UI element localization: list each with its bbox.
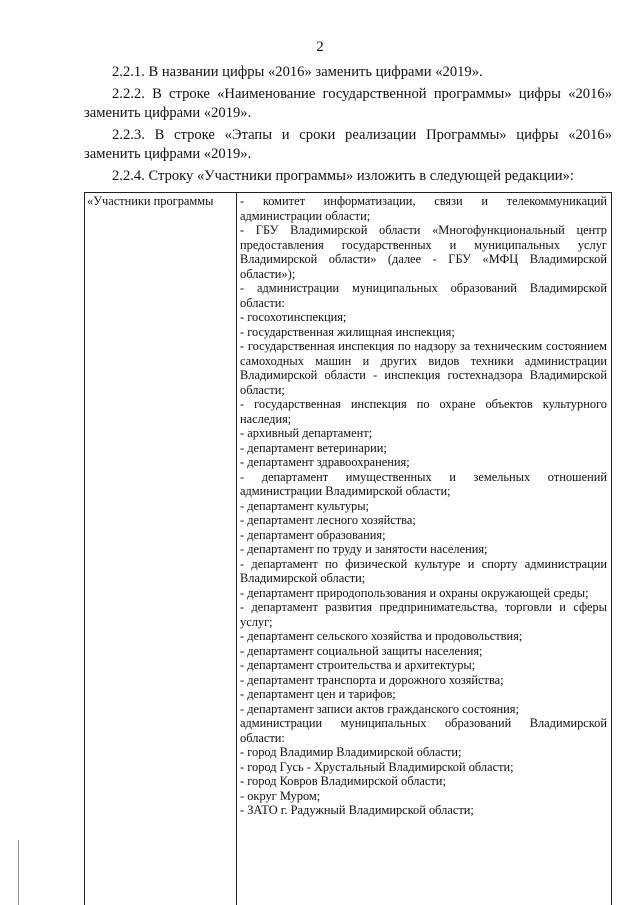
list-item: - департамент имущественных и земельных отношений администрации Владимирской области; [240,469,607,498]
paragraph-2-2-3: 2.2.3. В строке «Этапы и сроки реализации Программы» цифры «2016» заменить цифрами «2019». [84,127,612,162]
list-item: - департамент транспорта и дорожного хозяйства; [240,672,504,687]
table-content-cell [237,193,611,905]
list-item: - департамент строительства и архитектуры; [240,658,476,672]
list-item: - департамент ветеринарии; [240,440,387,455]
list-item: - департамент образования; [240,527,386,542]
scan-edge-line [18,840,19,905]
list-item: - город Гусь - Хрустальный Владимирской области; [240,759,514,774]
list-item: - город Ковров Владимирской области; [240,774,446,788]
list-item: - департамент записи актов гражданского состояния; [240,701,519,716]
list-item: - департамент природопользования и охраны окружающей среды; [240,585,589,600]
participants-table [84,192,612,905]
page-number: 2 [316,39,324,55]
list-item: - департамент лесного хозяйства; [240,513,416,527]
list-item: - госохотинспекция; [240,310,347,324]
list-item: - департамент по физической культуре и спорту администрации Владимирской области; [240,556,607,585]
list-item: - ГБУ Владимирской области «Многофункциональный центр предоставления государственных и муниципальных услуг Владимирской области» (далее - ГБУ «МФЦ Владимирской области»); [240,223,607,281]
table-label-cell [85,193,237,905]
list-item: - администрации муниципальных образований Владимирской области: [240,281,607,310]
paragraph-2-2-1: 2.2.1. В названии цифры «2016» заменить цифрами «2019». [112,64,483,80]
list-item: - департамент здравоохранения; [240,455,410,469]
list-item: - департамент социальной защиты населения; [240,643,483,658]
list-item: - государственная инспекция по надзору за техническим состоянием самоходных машин и других видов техники администрации Владимирской области - инспекция гостехнадзора Владимирской области; [240,339,607,397]
list-item: - город Владимир Владимирской области; [240,745,462,759]
paragraph-2-2-4: 2.2.4. Строку «Участники программы» изложить в следующей редакции»: [112,168,574,184]
list-item: - комитет информатизации, связи и телекоммуникаций администрации области; [240,194,607,223]
list-item: - ЗАТО г. Радужный Владимирской области; [240,803,474,817]
table-label: «Участники программы [87,194,214,208]
list-item: администрации муниципальных образований Владимирской области: [240,716,607,745]
list-item: - государственная инспекция по охране объектов культурного наследия; [240,397,607,426]
list-item: - департамент сельского хозяйства и продовольствия; [240,629,523,643]
list-item: - департамент по труду и занятости населения; [240,542,488,556]
list-item: - департамент развития предпринимательства, торговли и сферы услуг; [240,600,607,629]
list-item: - департамент цен и тарифов; [240,687,396,701]
paragraph-2-2-2: 2.2.2. В строке «Наименование государственной программы» цифры «2016» заменить цифрами «2019». [84,86,612,121]
list-item: - архивный департамент; [240,426,373,440]
list-item: - департамент культуры; [240,498,370,513]
list-item: - округ Муром; [240,788,321,803]
list-item: - государственная жилищная инспекция; [240,324,455,339]
